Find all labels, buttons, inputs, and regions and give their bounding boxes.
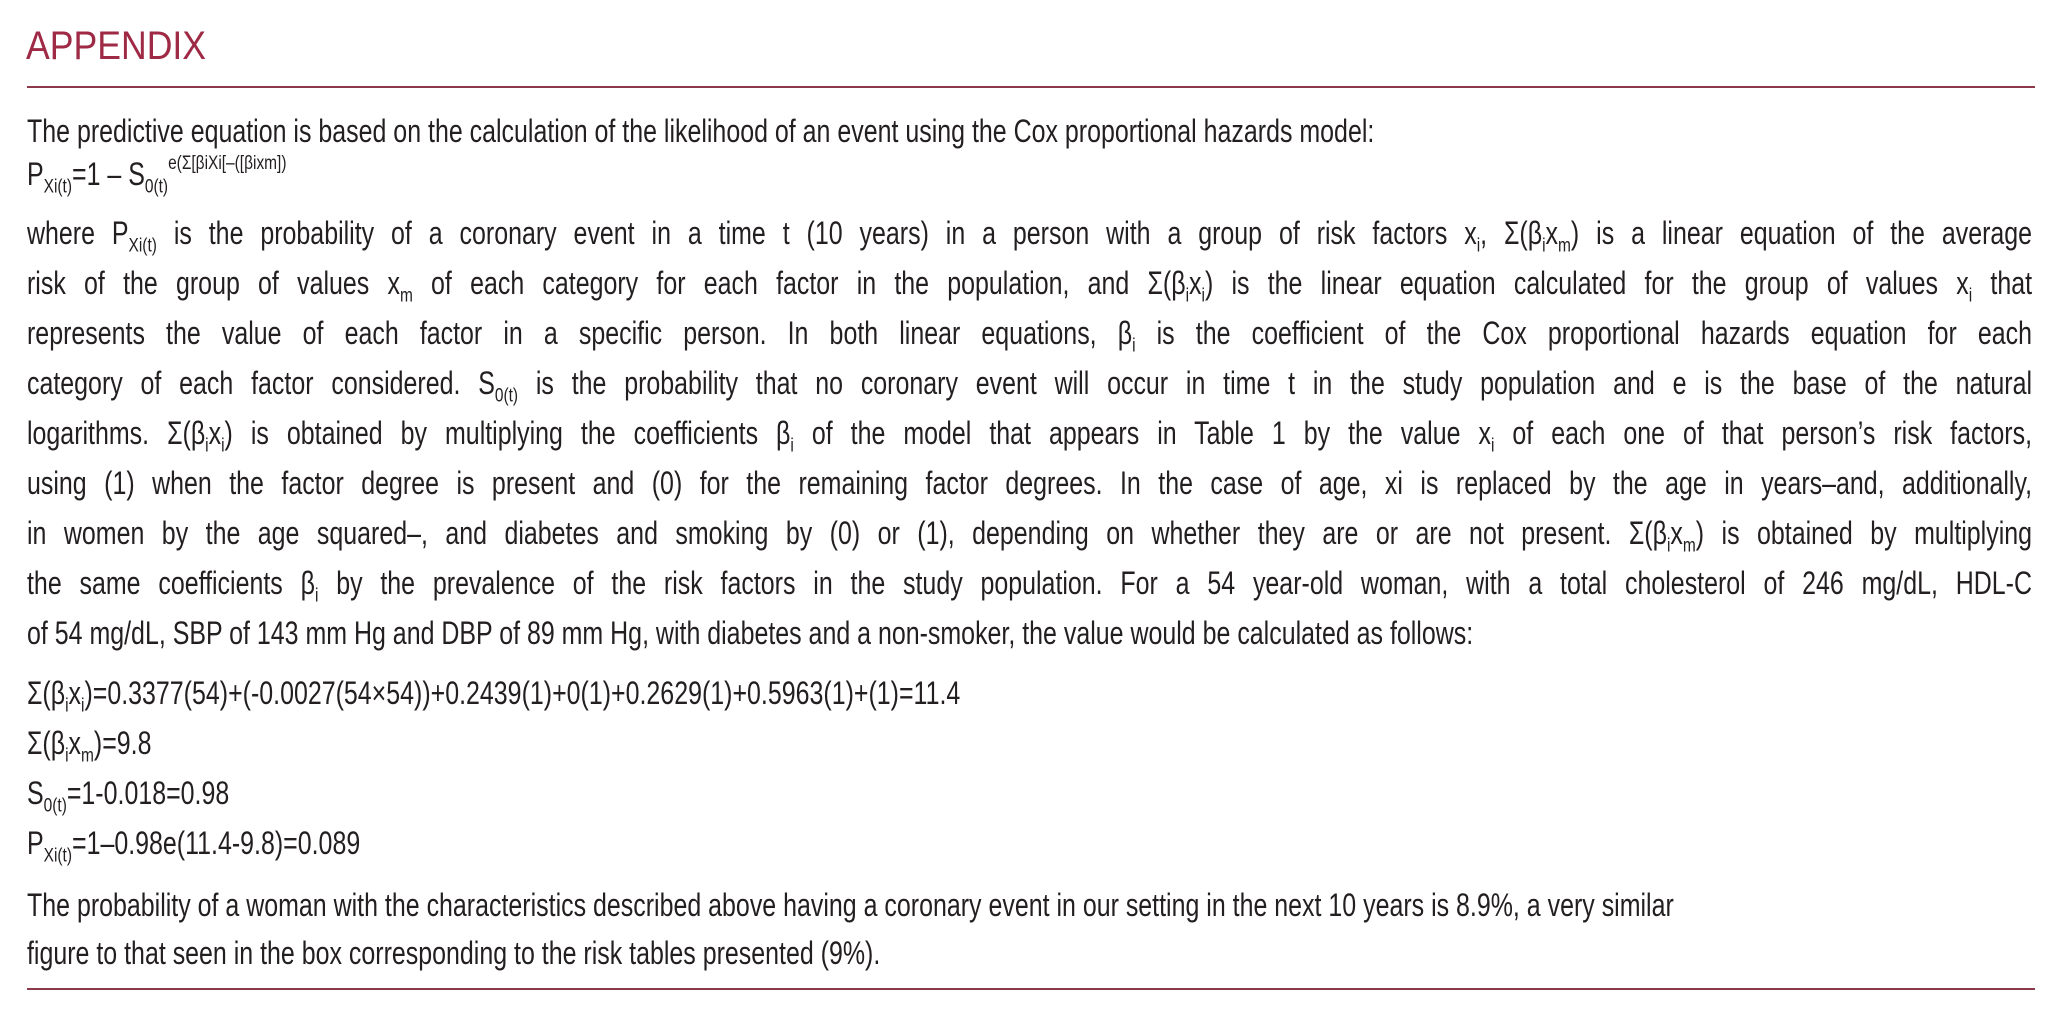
- text-run: )=9.8: [93, 725, 152, 761]
- paragraph-line: [27, 608, 1473, 658]
- text-run: x: [208, 415, 222, 451]
- equation-sum-xm: [27, 718, 151, 768]
- subscript: m: [1682, 534, 1696, 557]
- subscript: i: [1185, 284, 1190, 307]
- text-run: S: [27, 775, 44, 811]
- text-run: =1-0.018=0.98: [66, 775, 230, 811]
- text-run: figure to that seen in the box corresponding to the risk tables presented (9%).: [27, 935, 881, 971]
- line-text: [27, 358, 2032, 408]
- subscript: i: [1666, 534, 1671, 557]
- subscript: i: [314, 584, 319, 607]
- subscript: Xi(t): [43, 844, 73, 867]
- line-text: [27, 928, 880, 978]
- subscript: m: [1558, 234, 1571, 257]
- appendix-heading: APPENDIX: [26, 24, 207, 68]
- equation-s0t: [27, 768, 229, 818]
- subscript: i: [65, 694, 69, 717]
- text-run: of the model that appears in Table 1 by the value x: [793, 415, 1491, 451]
- text-run: logarithms. Σ(β: [27, 415, 206, 451]
- line-text: [27, 508, 2032, 558]
- text-run: category of each factor considered. S: [27, 365, 495, 401]
- line-text: [27, 558, 2032, 608]
- text-run: P: [27, 825, 44, 861]
- subscript: 0(t): [144, 175, 169, 198]
- line-text: [27, 608, 1473, 658]
- text-run: ) is obtained by multiplying the coefficients β: [224, 415, 791, 451]
- subscript: i: [790, 434, 794, 457]
- text-run: )=0.3377(54)+(-0.0027(54×54))+0.2439(1)+0(1)+0.2629(1)+0.5963(1)+(1)=11.4: [84, 675, 961, 711]
- text-run: that: [1972, 265, 2033, 301]
- line-text: [27, 818, 360, 868]
- text-run: x: [68, 675, 82, 711]
- line-text: [27, 258, 2032, 308]
- paragraph-line: [27, 558, 2032, 608]
- text-run: x: [68, 725, 82, 761]
- subscript: i: [1132, 334, 1136, 357]
- text-run: the same coefficients β: [27, 565, 315, 601]
- line-text: [27, 408, 2032, 458]
- paragraph-line: [27, 308, 2032, 358]
- conclusion-line: [27, 928, 880, 978]
- line-text: [27, 768, 229, 818]
- text-run: ) is obtained by multiplying: [1695, 515, 2033, 551]
- subscript: i: [221, 434, 225, 457]
- text-run: Σ(β: [27, 675, 66, 711]
- subscript: i: [65, 744, 69, 767]
- text-run: is the probability that no coronary event will occur in time t in the study population and e is the base of the natural: [518, 365, 2033, 401]
- text-run: Σ(β: [27, 725, 66, 761]
- conclusion-line: [27, 880, 1674, 930]
- top-divider: [27, 86, 2035, 88]
- paragraph-line: [27, 508, 2032, 558]
- text-run: in women by the age squared–, and diabetes and smoking by (0) or (1), depending on whether they are or are not present. Σ(β: [27, 515, 1667, 551]
- paragraph-line: [27, 408, 2032, 458]
- text-run: risk of the group of values x: [27, 265, 400, 301]
- text-run: The predictive equation is based on the calculation of the likelihood of an event using the Cox proportional hazards model:: [27, 113, 1375, 149]
- subscript: Xi(t): [128, 234, 157, 257]
- line-text: [27, 668, 960, 718]
- text-run: ) is a linear equation of the average: [1570, 215, 2033, 251]
- subscript: m: [81, 744, 94, 767]
- text-run: using (1) when the factor degree is present and (0) for the remaining factor degrees. In the case of age, xi is replaced by the age in years–and, additionally,: [27, 465, 2033, 501]
- subscript: i: [1201, 284, 1205, 307]
- text-run: x: [1189, 265, 1202, 301]
- equation-sum-xi: [27, 668, 960, 718]
- subscript: i: [1968, 284, 1973, 307]
- line-text: [27, 149, 287, 199]
- text-run: , Σ(β: [1480, 215, 1543, 251]
- text-run: ) is the linear equation calculated for the group of values x: [1204, 265, 1969, 301]
- subscript: 0(t): [494, 384, 519, 407]
- line-text: [27, 208, 2032, 258]
- text-run: x: [1670, 515, 1683, 551]
- text-run: =1–0.98e(11.4-9.8)=0.089: [72, 825, 361, 861]
- subscript: i: [81, 694, 85, 717]
- line-text: [27, 458, 2032, 508]
- text-run: is the probability of a coronary event in a time t (10 years) in a person with a group of risk factors x: [156, 215, 1477, 251]
- text-run: represents the value of each factor in a specific person. In both linear equations, β: [27, 315, 1133, 351]
- subscript: 0(t): [43, 794, 67, 817]
- equation-pxit: [27, 818, 360, 868]
- cox-formula: [27, 149, 287, 199]
- subscript: m: [399, 284, 413, 307]
- text-run: by the prevalence of the risk factors in the study population. For a 54 year-old woman, with a total cholesterol of 246 mg/dL, HDL-C: [318, 565, 2033, 601]
- superscript: e(Σ[βiXi[–([βixm]): [168, 152, 287, 175]
- text-run: =1 – S: [72, 156, 145, 192]
- text-run: of each category for each factor in the population, and Σ(β: [412, 265, 1186, 301]
- subscript: i: [1490, 434, 1495, 457]
- bottom-divider: [27, 988, 2035, 990]
- paragraph-line: [27, 208, 2032, 258]
- paragraph-line: [27, 458, 2032, 508]
- line-text: [27, 308, 2032, 358]
- paragraph-line: [27, 358, 2032, 408]
- line-text: [27, 718, 151, 768]
- line-text: [27, 880, 1674, 930]
- subscript: Xi(t): [43, 175, 73, 198]
- text-run: is the coefficient of the Cox proportional hazards equation for each: [1135, 315, 2033, 351]
- text-run: of each one of that person’s risk factors,: [1494, 415, 2033, 451]
- text-run: P: [27, 156, 44, 192]
- text-run: The probability of a woman with the characteristics described above having a coronary event in our setting in the next 10 years is 8.9%, a very similar: [27, 887, 1674, 923]
- subscript: i: [205, 434, 209, 457]
- subscript: i: [1476, 234, 1481, 257]
- text-run: where P: [27, 215, 129, 251]
- text-run: of 54 mg/dL, SBP of 143 mm Hg and DBP of 89 mm Hg, with diabetes and a non-smoker, the value would be calculated as follows:: [27, 615, 1474, 651]
- paragraph-line: [27, 258, 2032, 308]
- text-run: x: [1545, 215, 1559, 251]
- subscript: i: [1542, 234, 1546, 257]
